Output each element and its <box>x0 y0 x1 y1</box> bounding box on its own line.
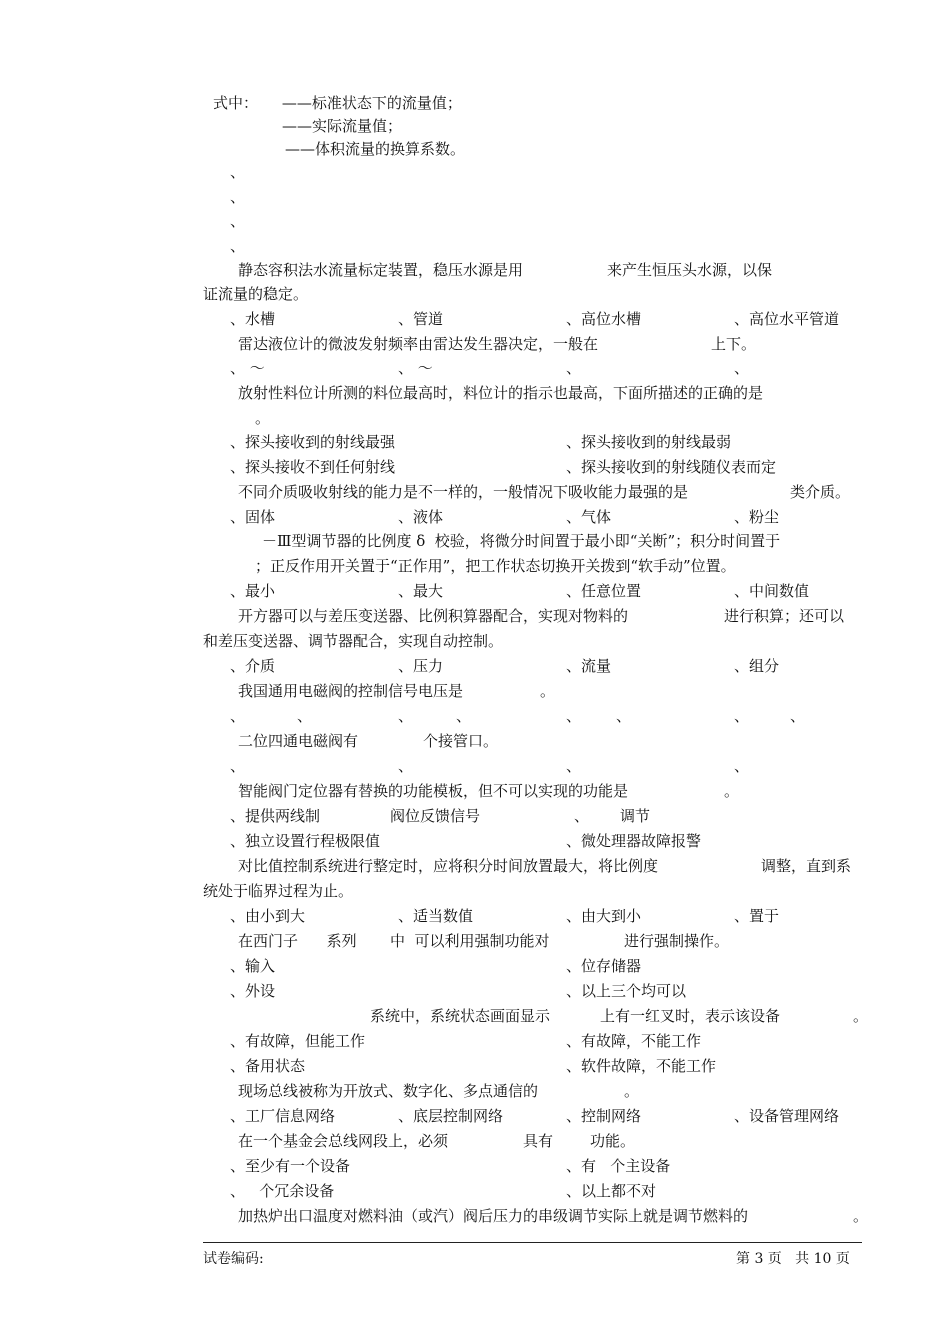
text-line: －Ⅲ型调节器的比例度 δ 校验，将微分时间置于最小即“关断”；积分时间置于 <box>262 532 781 550</box>
footer-rule <box>203 1242 862 1243</box>
text-line: 现场总线被称为开放式、数字化、多点通信的 <box>238 1082 539 1100</box>
text-line: ；正反作用开关置于“正作用”，把工作状态切换开关拨到“软手动”位置。 <box>255 557 736 575</box>
text-line: 、有故障，不能工作 <box>566 1032 702 1050</box>
text-line: 、独立设置行程极限值 <box>230 832 381 850</box>
text-line: 、工厂信息网络 <box>230 1107 336 1125</box>
text-line: 、高位水平管道 <box>734 310 840 328</box>
text-line: 。 <box>853 1207 869 1225</box>
text-line: 、探头接收到的射线最强 <box>230 433 396 451</box>
text-line: 、由大到小 <box>566 907 642 925</box>
text-line: 加热炉出口温度对燃料油（或汽）阀后压力的串级调节实际上就是调节燃料的 <box>238 1207 749 1225</box>
text-line: 二位四通电磁阀有 <box>238 732 359 750</box>
text-line: 、高位水槽 <box>566 310 642 328</box>
text-line: 、微处理器故障报警 <box>566 832 702 850</box>
text-line: 功能。 <box>590 1132 636 1150</box>
text-line: 、 <box>297 707 313 725</box>
text-line: 雷达液位计的微波发射频率由雷达发生器决定，一般在 <box>238 335 599 353</box>
text-line: 、 <box>566 757 582 775</box>
text-line: 、 <box>456 707 472 725</box>
text-line: 对比值控制系统进行整定时，应将积分时间放置最大，将比例度 <box>238 857 659 875</box>
text-line: 、有 个主设备 <box>566 1157 671 1175</box>
text-line: 、置于 <box>734 907 780 925</box>
text-line: 、控制网络 <box>566 1107 642 1125</box>
text-line: 统处于临界过程为止。 <box>203 882 354 900</box>
text-line: 、 <box>230 212 246 230</box>
text-line: 上有一红叉时，表示该设备 <box>600 1007 781 1025</box>
text-line: 、组分 <box>734 657 780 675</box>
text-line: 。 <box>624 1082 640 1100</box>
text-line: 调节 <box>620 807 651 825</box>
text-line: 、中间数值 <box>734 582 810 600</box>
text-line: 、 个冗余设备 <box>230 1182 335 1200</box>
text-line: 、适当数值 <box>398 907 474 925</box>
text-line: 、 <box>616 707 632 725</box>
text-line: 、探头接收到的射线最弱 <box>566 433 732 451</box>
text-line: 、由小到大 <box>230 907 306 925</box>
text-line: 、气体 <box>566 508 612 526</box>
text-line: 。 <box>853 1007 869 1025</box>
text-line: 、 <box>734 707 750 725</box>
text-line: 、液体 <box>398 508 444 526</box>
text-line: 、 <box>230 163 246 181</box>
text-line: 、输入 <box>230 957 276 975</box>
text-line: ——实际流量值； <box>282 117 403 135</box>
text-line: 智能阀门定位器有替换的功能模板，但不可以实现的功能是 <box>238 782 629 800</box>
text-line: 。 <box>724 782 740 800</box>
text-line: 、 <box>734 757 750 775</box>
text-line: 不同介质吸收射线的能力是不一样的，一般情况下吸收能力最强的是 <box>238 483 689 501</box>
text-line: 、粉尘 <box>734 508 780 526</box>
footer-page-number: 第 3 页 共 10 页 <box>736 1251 850 1267</box>
text-line: 在西门子 系列 中 可以利用强制功能对 <box>238 932 550 950</box>
text-line: 、 <box>230 757 246 775</box>
text-line: 、 <box>230 237 246 255</box>
text-line: 阀位反馈信号 <box>390 807 481 825</box>
text-line: 、 <box>230 188 246 206</box>
text-line: 、 <box>574 807 590 825</box>
text-line: 、以上三个均可以 <box>566 982 687 1000</box>
text-line: 、 ～ <box>230 359 265 377</box>
text-line: 、探头接收到的射线随仪表而定 <box>566 458 777 476</box>
text-line: 、介质 <box>230 657 276 675</box>
text-line: 、 <box>790 707 806 725</box>
footer-exam-code: 试卷编码: <box>203 1251 264 1267</box>
text-line: 、最小 <box>230 582 276 600</box>
text-line: 放射性料位计所测的料位最高时，料位计的指示也最高，下面所描述的正确的是 <box>238 384 764 402</box>
text-line: 、 <box>566 707 582 725</box>
text-line: 、以上都不对 <box>566 1182 657 1200</box>
text-line: 、固体 <box>230 508 276 526</box>
text-line: ——体积流量的换算系数。 <box>285 140 466 158</box>
text-line: 、设备管理网络 <box>734 1107 840 1125</box>
text-line: 上下。 <box>711 335 757 353</box>
text-line: 、底层控制网络 <box>398 1107 504 1125</box>
text-line: 、管道 <box>398 310 444 328</box>
text-line: 、备用状态 <box>230 1057 306 1075</box>
text-line: 开方器可以与差压变送器、比例积算器配合，实现对物料的 <box>238 607 629 625</box>
text-line: 、至少有一个设备 <box>230 1157 351 1175</box>
text-line: 式中： ——标准状态下的流量值； <box>213 94 462 112</box>
text-line: 进行强制操作。 <box>624 932 730 950</box>
text-line: 系统中，系统状态画面显示 <box>370 1007 551 1025</box>
text-line: 静态容积法水流量标定装置，稳压水源是用 <box>238 261 524 279</box>
text-line: 我国通用电磁阀的控制信号电压是 <box>238 682 464 700</box>
text-line: 和差压变送器、调节器配合，实现自动控制。 <box>203 632 504 650</box>
text-line: 调整，直到系 <box>761 857 852 875</box>
text-line: 、流量 <box>566 657 612 675</box>
text-line: 、 <box>734 359 750 377</box>
text-line: 、有故障，但能工作 <box>230 1032 366 1050</box>
text-line: 、 <box>230 707 246 725</box>
text-line: 、任意位置 <box>566 582 642 600</box>
text-line: 证流量的稳定。 <box>203 285 309 303</box>
text-line: 个接管口。 <box>423 732 499 750</box>
text-line: 来产生恒压头水源，以保 <box>607 261 773 279</box>
text-line: 、外设 <box>230 982 276 1000</box>
text-line: 、位存储器 <box>566 957 642 975</box>
text-line: 。 <box>255 409 271 427</box>
text-line: 、最大 <box>398 582 444 600</box>
text-line: 、探头接收不到任何射线 <box>230 458 396 476</box>
text-line: 、压力 <box>398 657 444 675</box>
text-line: 、软件故障，不能工作 <box>566 1057 717 1075</box>
text-line: 、 <box>398 707 414 725</box>
text-line: 、 ～ <box>398 359 433 377</box>
text-line: 。 <box>540 682 556 700</box>
text-line: 在一个基金会总线网段上，必须 <box>238 1132 449 1150</box>
text-line: 、 <box>398 757 414 775</box>
text-line: 进行积算；还可以 <box>724 607 845 625</box>
text-line: 类介质。 <box>790 483 851 501</box>
text-line: 具有 <box>523 1132 554 1150</box>
text-line: 、水槽 <box>230 310 276 328</box>
text-line: 、 <box>566 359 582 377</box>
text-line: 、提供两线制 <box>230 807 321 825</box>
